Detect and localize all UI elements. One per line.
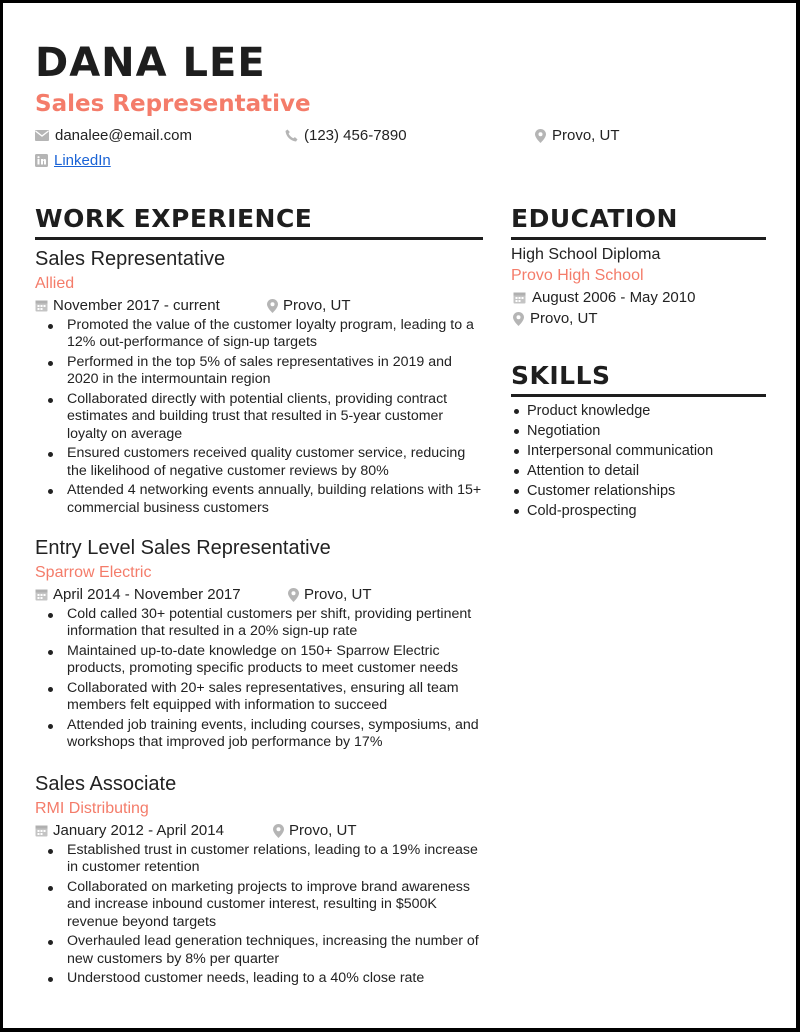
contact-phone xyxy=(285,127,407,144)
job-location-text: Provo, UT xyxy=(283,297,351,314)
list-item: Collaborated on marketing projects to improve brand awareness and increase inbound customer interest, resulting in $500K revenue beyond targets xyxy=(67,879,483,931)
job-title: Sales Associate xyxy=(35,773,177,795)
job-entry xyxy=(35,247,483,519)
job-dates-text: April 2014 - November 2017 xyxy=(53,586,241,603)
job-entry xyxy=(35,772,483,990)
job-meta xyxy=(35,820,483,842)
education-entry xyxy=(511,245,766,329)
job-bullets xyxy=(35,317,483,517)
calendar-icon xyxy=(35,824,48,837)
calendar-icon xyxy=(35,299,48,312)
job-meta xyxy=(35,584,483,606)
job-company: RMI Distributing xyxy=(35,800,149,817)
list-item: Cold called 30+ potential customers per shift, providing pertinent information that resulted in a 20% sign-up rate xyxy=(67,606,483,641)
job-meta xyxy=(35,295,483,317)
job-title: Entry Level Sales Representative xyxy=(35,537,331,559)
candidate-role: Sales Representative xyxy=(35,91,311,117)
contact-linkedin xyxy=(35,152,111,169)
job-location xyxy=(267,297,351,314)
list-item: Performed in the top 5% of sales representatives in 2019 and 2020 in the intermountain region xyxy=(67,354,483,389)
calendar-icon xyxy=(35,588,48,601)
job-entry xyxy=(35,536,483,754)
list-item: Collaborated directly with potential clients, providing contract estimates and building trust that resulted in 5-year customer loyalty on average xyxy=(67,391,483,443)
education-location-text: Provo, UT xyxy=(530,310,598,327)
job-dates-text: January 2012 - April 2014 xyxy=(53,822,224,839)
candidate-name: DANA LEE xyxy=(35,40,266,86)
email-text: danalee@email.com xyxy=(55,127,192,144)
job-bullets xyxy=(35,606,483,752)
list-item: Established trust in customer relations, leading to a 19% increase in customer retention xyxy=(67,842,483,877)
education-dates-text: August 2006 - May 2010 xyxy=(532,289,696,306)
map-pin-icon xyxy=(288,588,299,602)
map-pin-icon xyxy=(273,824,284,838)
job-company: Sparrow Electric xyxy=(35,564,152,581)
phone-text: (123) 456-7890 xyxy=(304,127,407,144)
list-item: Product knowledge xyxy=(527,401,766,421)
list-item: Collaborated with 20+ sales representatives, ensuring all team members felt equipped with information to succeed xyxy=(67,680,483,715)
list-item: Negotiation xyxy=(527,421,766,441)
education-degree: High School Diploma xyxy=(511,246,661,263)
list-item: Interpersonal communication xyxy=(527,441,766,461)
list-item: Attended job training events, including courses, symposiums, and workshops that improved job performance by 17% xyxy=(67,717,483,752)
contact-location xyxy=(535,127,620,144)
list-item: Customer relationships xyxy=(527,481,766,501)
list-item: Maintained up-to-date knowledge on 150+ Sparrow Electric products, promoting specific products to meet customer needs xyxy=(67,643,483,678)
job-location-text: Provo, UT xyxy=(304,586,372,603)
contact-email xyxy=(35,127,192,144)
list-item: Overhauled lead generation techniques, increasing the number of new customers by 8% per quarter xyxy=(67,933,483,968)
list-item: Cold-prospecting xyxy=(527,501,766,521)
job-dates xyxy=(35,586,241,603)
linkedin-link[interactable]: LinkedIn xyxy=(54,152,111,169)
list-item: Promoted the value of the customer loyalty program, leading to a 12% out-performance of sign-up targets xyxy=(67,317,483,352)
list-item: Ensured customers received quality customer service, reducing the likelihood of negative customer reviews by 80% xyxy=(67,445,483,480)
job-location-text: Provo, UT xyxy=(289,822,357,839)
phone-icon xyxy=(285,129,298,142)
list-item: Understood customer needs, leading to a 40% close rate xyxy=(67,970,483,987)
map-pin-icon xyxy=(513,312,524,326)
work-experience-heading: WORK EXPERIENCE xyxy=(35,203,483,240)
map-pin-icon xyxy=(535,129,546,143)
skills-heading: SKILLS xyxy=(511,360,766,397)
job-dates-text: November 2017 - current xyxy=(53,297,220,314)
envelope-icon xyxy=(35,130,49,141)
list-item: Attended 4 networking events annually, building relations with 15+ commercial business customers xyxy=(67,482,482,516)
job-dates xyxy=(35,822,224,839)
linkedin-icon xyxy=(35,154,48,167)
job-company: Allied xyxy=(35,275,75,292)
map-pin-icon xyxy=(267,299,278,313)
education-dates xyxy=(513,287,766,308)
location-text: Provo, UT xyxy=(552,127,620,144)
job-location xyxy=(273,822,357,839)
job-title: Sales Representative xyxy=(35,248,226,270)
skills-list xyxy=(511,401,766,521)
job-bullets xyxy=(35,842,483,988)
education-school: Provo High School xyxy=(511,267,644,284)
calendar-icon xyxy=(513,291,526,304)
education-location xyxy=(513,308,766,329)
resume-page xyxy=(3,3,796,1028)
job-dates xyxy=(35,297,220,314)
job-location xyxy=(288,586,372,603)
list-item: Attention to detail xyxy=(527,461,766,481)
education-heading: EDUCATION xyxy=(511,203,766,240)
